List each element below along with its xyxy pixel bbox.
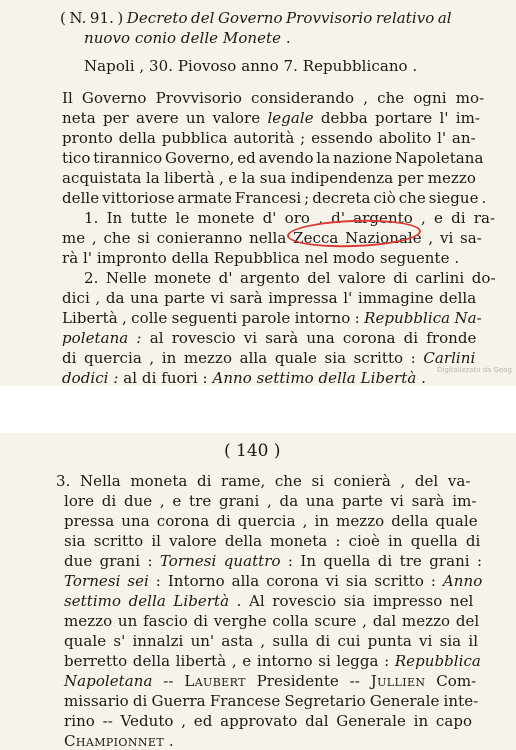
text-line (62, 288, 476, 308)
text-segment: nuovo conio delle Monete (84, 29, 282, 47)
text-segment: , vi sa- (421, 229, 482, 247)
text-segment: dodici : (62, 369, 119, 386)
text-segment: pronto della pubblica autorità ; essendo abolito l' an- (62, 129, 476, 147)
text-segment: Tornesi sei (64, 572, 149, 590)
text-segment: acquistata la libertà , e la sua indipendenza per mezzo (62, 169, 476, 187)
text-segment: Championnet (64, 732, 165, 750)
text-line (84, 28, 291, 48)
text-line (62, 88, 484, 108)
text-segment: tico tirannico Governo, ed avendo la nazione Napoletana (62, 149, 484, 167)
text-line (62, 128, 476, 148)
text-line (56, 471, 470, 491)
text-segment: pressa una corona di quercia , in mezzo della quale (64, 512, 478, 530)
text-line (64, 551, 482, 571)
text-segment: legale (267, 109, 314, 127)
text-segment: Anno settimo della Libertà (212, 369, 417, 386)
text-line (62, 108, 480, 128)
text-line (64, 671, 476, 691)
text-segment: Repubblica (394, 652, 481, 670)
text-segment: Laubert (184, 672, 246, 690)
text-segment: ( N. 91. ) (60, 9, 127, 27)
text-line (64, 691, 478, 711)
text-line (64, 631, 478, 651)
text-segment: . (281, 29, 291, 47)
text-line (62, 248, 459, 268)
text-segment: debba portare l' im- (313, 109, 480, 127)
text-segment: due grani : (64, 552, 160, 570)
text-line (84, 208, 495, 228)
text-segment: Il Governo Provvisorio considerando , che ogni mo- (62, 89, 485, 107)
text-line (64, 531, 480, 551)
text-segment: 2. Nelle monete d' argento del valore di carlini do- (84, 269, 496, 287)
text-segment: rino -- Veduto , ed approvato dal Generale in capo (64, 712, 473, 730)
text-segment: . Al rovescio sia impresso nel (229, 592, 474, 610)
zecca-nazionale-phrase: Zecca Nazionale (293, 229, 422, 247)
text-line (64, 711, 472, 731)
text-segment: missario di Guerra Francese Segretario Generale inte- (64, 692, 479, 710)
text-segment: al di fuori : (118, 369, 213, 386)
text-line (62, 368, 426, 386)
text-segment: me , che si conieranno nella (62, 229, 294, 247)
text-segment: Libertà , colle seguenti parole intorno : (62, 309, 365, 327)
text-segment: Anno (442, 572, 483, 590)
text-segment: di quercia , in mezzo alla quale sia scritto : (62, 349, 424, 367)
text-line (84, 268, 496, 288)
text-segment: Decreto del Governo Provvisorio relativo al (126, 9, 452, 27)
text-segment: Tornesi quattro (159, 552, 281, 570)
text-segment: Jullien (370, 672, 426, 690)
text-segment: lore di due , e tre grani , da una parte vi sarà im- (64, 492, 477, 510)
digitization-watermark: Digitalizzato da Goog (437, 366, 512, 374)
text-segment: Presidente -- (245, 672, 371, 690)
text-segment: poletana : (62, 329, 142, 347)
text-segment: sia scritto il valore della moneta : cioè in quella di (64, 532, 481, 550)
text-segment: : In quella di tre grani : (280, 552, 483, 570)
text-segment: . (416, 369, 426, 386)
text-segment: 1. In tutte le monete d' oro , d' argento , e di ra- (84, 209, 496, 227)
text-line (64, 571, 482, 591)
text-line (62, 328, 476, 348)
text-line (64, 731, 174, 750)
text-segment: rà l' impronto della Repubblica nel modo seguente . (62, 249, 460, 267)
text-segment: Carlini (423, 349, 476, 367)
text-segment: delle vittoriose armate Francesi ; decreta ciò che siegue . (62, 189, 487, 207)
page-bottom-scan (0, 433, 516, 750)
text-segment: dici , da una parte vi sarà impressa l' immagine della (62, 289, 477, 307)
text-segment: quale s' innalzi un' asta , sulla di cui punta vi sia il (64, 632, 479, 650)
text-segment: neta per avere un valore (62, 109, 268, 127)
text-line (64, 611, 479, 631)
text-segment: Com- (425, 672, 477, 690)
text-segment: : Intorno alla corona vi sia scritto : (148, 572, 443, 590)
text-line (64, 491, 476, 511)
text-line (62, 168, 476, 188)
text-line (64, 591, 473, 611)
text-segment: . (164, 732, 174, 750)
text-segment: settimo della Libertà (64, 592, 230, 610)
page-number: ( 140 ) (224, 441, 281, 461)
text-line (62, 348, 475, 368)
text-segment: -- (152, 672, 185, 690)
text-line (64, 511, 478, 531)
text-line (62, 188, 486, 208)
text-segment: Napoletana (64, 672, 153, 690)
text-line (60, 8, 452, 28)
text-line (62, 308, 482, 328)
text-segment: Repubblica Na- (364, 309, 482, 327)
text-line (64, 651, 481, 671)
text-segment: mezzo un fascio di verghe colla scure , dal mezzo del (64, 612, 480, 630)
page-separator (0, 386, 516, 433)
text-segment: al rovescio vi sarà una corona di fronde (141, 329, 477, 347)
text-line (84, 56, 417, 76)
text-segment: Napoli , 30. Piovoso anno 7. Repubblicano . (84, 57, 418, 75)
text-segment: berretto della libertà , e intorno si legga : (64, 652, 395, 670)
text-segment: 3. Nella moneta di rame, che si conierà , del va- (56, 472, 471, 490)
text-line (62, 148, 484, 168)
